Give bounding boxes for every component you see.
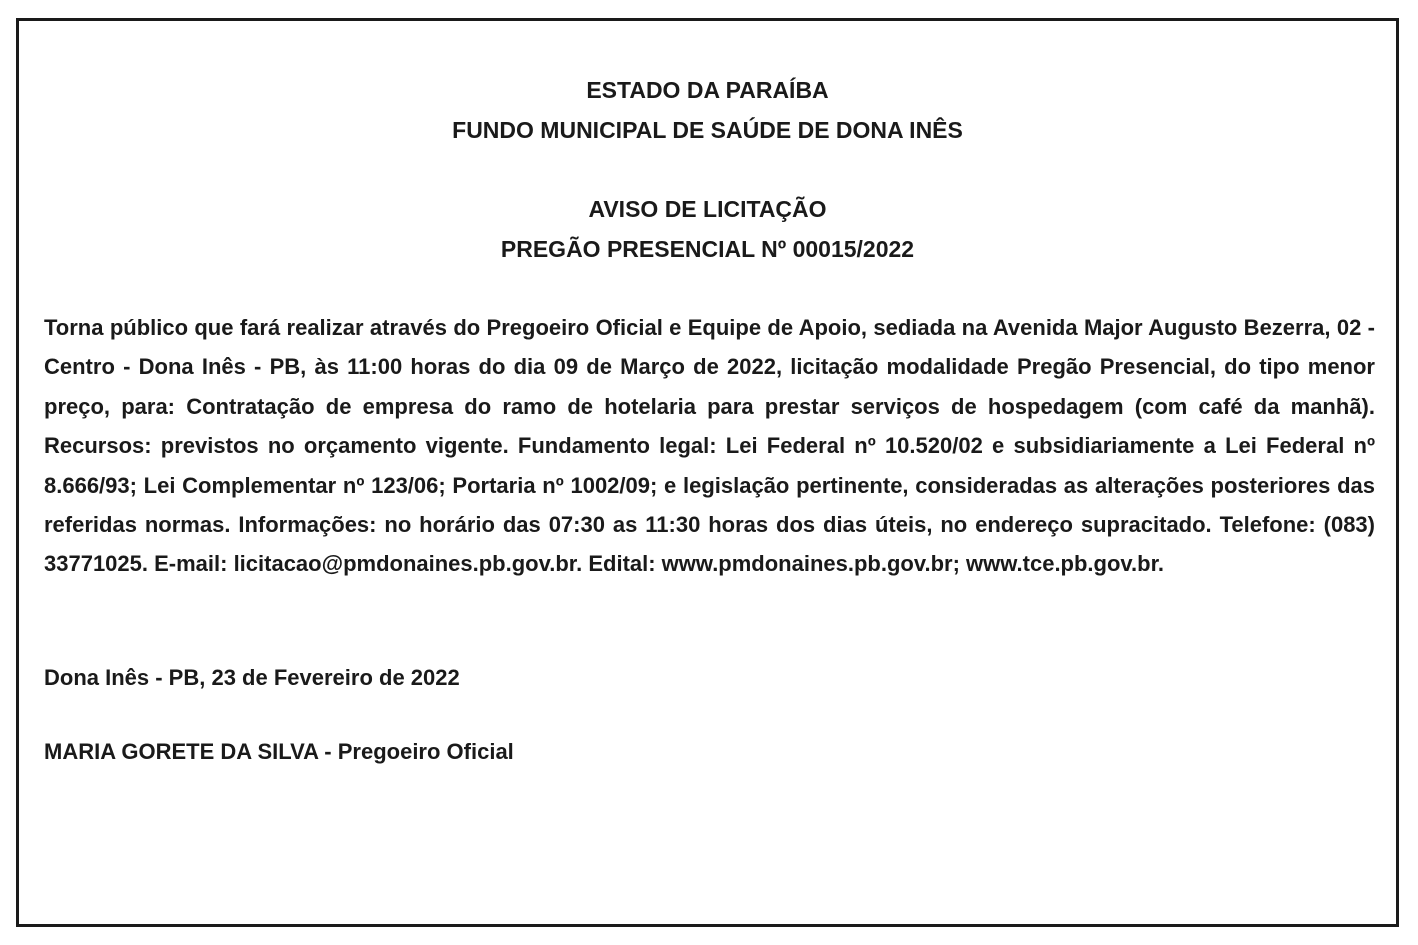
auction-number: PREGÃO PRESENCIAL Nº 00015/2022: [500, 236, 915, 262]
notice-body: Torna público que fará realizar através do Pregoeiro Oficial e Equipe de Apoio, sediada na Avenida Major Augusto Bezerra, 02 - Centro - Dona Inês - PB, às 11:00 horas do dia 09 de Março de 2022, licitação modalidade Pregão Presencial, do tipo menor preço, para: Contratação de empresa do ramo de hotelaria para prestar serviços de hospedagem (com café da manhã). Recursos: previstos no orçamento vigente. Fundamento legal: Lei Federal nº 10.520/02 e subsidiariamente a Lei Federal nº 8.666/93; Lei Complementar nº 123/06; Portaria nº 1002/09; e legislação pertinente, consideradas as alterações posteriores das referidas normas. Informações: no horário das 07:30 as 11:30 horas dos dias úteis, no endereço supracitado. Telefone: (083) 33771025. E-mail: licitacao@pmdonaines.pb.gov.br. Edital: www.pmdonaines.pb.gov.br; www.tce.pb.gov.br.: [44, 315, 1375, 577]
notice-frame: [16, 18, 1399, 927]
place-date: Dona Inês - PB, 23 de Fevereiro de 2022: [44, 665, 460, 690]
notice-title: AVISO DE LICITAÇÃO: [588, 196, 827, 222]
state-heading: ESTADO DA PARAÍBA: [586, 77, 829, 103]
entity-heading: FUNDO MUNICIPAL DE SAÚDE DE DONA INÊS: [452, 117, 963, 143]
signature-line: MARIA GORETE DA SILVA - Pregoeiro Oficial: [44, 739, 514, 764]
